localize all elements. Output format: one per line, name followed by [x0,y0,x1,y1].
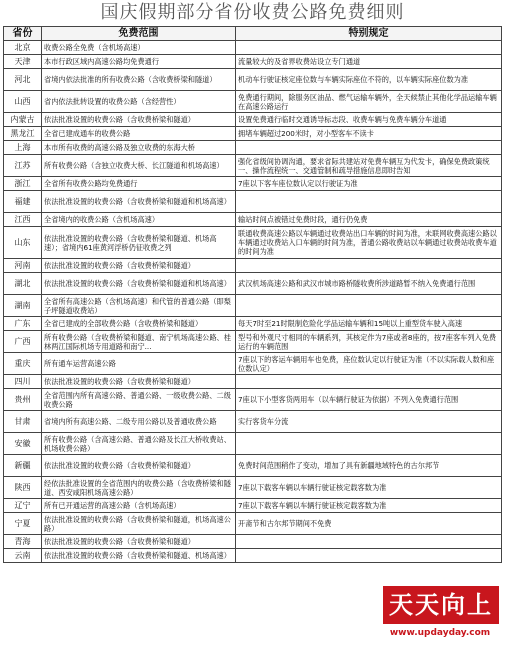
table-row [4,295,502,317]
free-range-cell: 所有通车运营高速公路 [42,353,236,375]
special-rules-cell: 7座以下载客车辆以车辆行驶证核定载客数为准 [236,499,502,513]
special-rules-cell: 7座以下载客车辆以车辆行驶证核定载客数为准 [236,477,502,499]
province-cell: 贵州 [4,389,42,411]
table-row [4,113,502,127]
special-rules-cell [236,295,502,317]
province-cell: 重庆 [4,353,42,375]
special-rules-cell: 7座以下的客运车辆用车也免费，座位数认定以行驶证为准（不以实际载人数和座位数认定） [236,353,502,375]
special-rules-cell [236,535,502,549]
special-rules-cell: 联通收费高速公路以车辆通过收费站出口车辆的时间为准，未联网收费高速公路以车辆通过收费站入口车辆的时间为准，普通公路收费站以车辆通过收费站收费车道的时间为准 [236,227,502,259]
province-cell: 广东 [4,317,42,331]
special-rules-cell [236,141,502,155]
special-rules-cell: 实行客货车分流 [236,411,502,433]
special-rules-cell [236,549,502,563]
free-range-cell: 依法批准设置的收费公路（含收费桥梁和隧道和机场高速） [42,273,236,295]
province-cell: 北京 [4,41,42,55]
special-rules-cell: 免费时间范围稍作了变动，增加了具有新疆地域特色的古尔邦节 [236,455,502,477]
special-rules-cell [236,259,502,273]
table-row [4,91,502,113]
free-range-cell: 本市行政区域内高速公路均免费通行 [42,55,236,69]
province-cell: 湖北 [4,273,42,295]
special-rules-cell: 流量较大的及省界收费站设立专门通道 [236,55,502,69]
special-rules-cell: 7座以下小型客货两用车（以车辆行驶证为依据）不列入免费通行范围 [236,389,502,411]
free-range-cell: 全省所有收费公路均免费通行 [42,177,236,191]
province-cell: 山西 [4,91,42,113]
free-range-cell: 全省已建成通车的收费公路 [42,127,236,141]
special-rules-cell: 机动车行驶证核定座位数与车辆实际座位不符的，以车辆实际座位数为准 [236,69,502,91]
free-range-cell: 依法批准设置的收费公路（含收费桥梁和隧道） [42,535,236,549]
province-cell: 天津 [4,55,42,69]
province-cell: 上海 [4,141,42,155]
province-cell: 云南 [4,549,42,563]
table-header-row [4,27,502,41]
special-rules-cell: 输站时间点被错过免费时段，通行仍免费 [236,213,502,227]
table-row [4,41,502,55]
table-row [4,273,502,295]
free-range-cell: 依法批准设置的收费公路（含收费桥梁和隧道，机场高速公路） [42,513,236,535]
province-cell: 广西 [4,331,42,353]
header-province: 省份 [4,27,42,41]
special-rules-cell: 免费通行期间，除服务区油品、燃气运输车辆外，全天候禁止其他化学品运输车辆在高速公路运行 [236,91,502,113]
province-cell: 陕西 [4,477,42,499]
free-range-cell: 省内依法批转设置的收费公路（含经营性） [42,91,236,113]
province-cell: 福建 [4,191,42,213]
table-row [4,55,502,69]
table-row [4,477,502,499]
special-rules-cell: 武汉机场高速公路和武汉市城市路桥隧收费所涉道路暂不纳入免费通行范围 [236,273,502,295]
watermark-logo [378,582,503,650]
province-cell: 宁夏 [4,513,42,535]
free-range-cell: 全省范围内所有高速公路、普通公路、一级收费公路、二级收费公路 [42,389,236,411]
table-row [4,317,502,331]
table-row [4,411,502,433]
header-free-range: 免费范围 [42,27,236,41]
free-range-cell: 省境内所有高速公路、二级专用公路以及普通收费公路 [42,411,236,433]
free-range-cell: 收费公路全免费（含机场高速） [42,41,236,55]
province-cell: 内蒙古 [4,113,42,127]
free-range-cell: 经依法批准设置的全省范围内的收费公路（含收费桥梁和隧道、西安咸阳机场高速公路） [42,477,236,499]
free-range-cell: 依法批准设置的收费公路（含收费桥梁和隧道） [42,455,236,477]
free-range-cell: 所有收费公路（含独立收费大桥、长江隧道和机场高速） [42,155,236,177]
table-row [4,535,502,549]
table-row [4,213,502,227]
special-rules-cell [236,41,502,55]
free-range-cell: 本市所有收费的高速公路及独立收费的东海大桥 [42,141,236,155]
province-cell: 浙江 [4,177,42,191]
special-rules-cell [236,191,502,213]
table-row [4,375,502,389]
table-row [4,69,502,91]
province-cell: 江西 [4,213,42,227]
free-range-cell: 依法批准设置的收费公路（含收费桥梁和隧道、机场高速）；省境内61座黄河浮桥仍征收费之列 [42,227,236,259]
table-row [4,513,502,535]
province-cell: 新疆 [4,455,42,477]
free-range-cell: 所有收费公路（含收费桥梁和隧道、南宁机场高速公路、桂林两江国际机场专用道路和南宁... [42,331,236,353]
special-rules-cell: 型号和外观尺寸相同的车辆系列，其核定作为7座或者8座的，按7座客车列入免费运行的车辆范围 [236,331,502,353]
special-rules-cell: 每天7时至21时限制危险化学品运输车辆和15吨以上重型货车驶入高速 [236,317,502,331]
province-cell: 甘肃 [4,411,42,433]
table-row [4,331,502,353]
free-range-cell: 依法批准设置的收费公路（含收费桥梁和隧道） [42,259,236,273]
special-rules-cell: 设置免费通行临时交通诱导标志段、收费车辆与免费车辆分车道通 [236,113,502,127]
province-cell: 辽宁 [4,499,42,513]
free-range-cell: 全省所有高速公路（含机场高速）和代管的普通公路（即梨子坪隧道收费站） [42,295,236,317]
province-cell: 四川 [4,375,42,389]
toll-free-table [3,26,502,563]
free-range-cell: 依法批准设置的收费公路（含收费桥梁和隧道） [42,375,236,389]
province-cell: 湖南 [4,295,42,317]
free-range-cell: 所有收费公路（含高速公路、普通公路及长江大桥收费站、机场收费公路） [42,433,236,455]
free-range-cell: 所有已开通运营的高速公路（含机场高速） [42,499,236,513]
table-row [4,177,502,191]
table-row [4,455,502,477]
province-cell: 河北 [4,69,42,91]
special-rules-cell: 开斋节和古尔邦节期间不免费 [236,513,502,535]
province-cell: 江苏 [4,155,42,177]
special-rules-cell: 拥堵车辆超过200米时，对小型客车不读卡 [236,127,502,141]
special-rules-cell: 强化省级间协调沟通，要求省际共建站对免费车辆互为代发卡，确保免费政策统一、操作流程统一、交通管制和疏导措施信息即时告知 [236,155,502,177]
free-range-cell: 全省境内的收费公路（含机场高速） [42,213,236,227]
table-row [4,141,502,155]
page-title: 国庆假期部分省份收费公路免费细则 [100,2,405,23]
province-cell: 河南 [4,259,42,273]
special-rules-cell: 7座以下客车座位数认定以行驶证为准 [236,177,502,191]
table-row [4,259,502,273]
province-cell: 黑龙江 [4,127,42,141]
header-special-rules: 特别规定 [236,27,502,41]
table-row [4,227,502,259]
table-row [4,549,502,563]
province-cell: 安徽 [4,433,42,455]
table-row [4,389,502,411]
free-range-cell: 省境内依法批准的所有收费公路（含收费桥梁和隧道） [42,69,236,91]
table-row [4,127,502,141]
province-cell: 山东 [4,227,42,259]
free-range-cell: 依法批准设置的收费公路（含收费桥梁和隧道、机场高速） [42,549,236,563]
table-row [4,353,502,375]
special-rules-cell [236,433,502,455]
logo-url: www.updayday.com [389,628,491,638]
province-cell: 青海 [4,535,42,549]
free-range-cell: 依法批准设置的收费公路（含收费桥梁和隧道和机场高速） [42,191,236,213]
table-row [4,499,502,513]
table-row [4,155,502,177]
table-row [4,433,502,455]
special-rules-cell [236,375,502,389]
free-range-cell: 依法批准设置的收费公路（含收费桥梁和隧道） [42,113,236,127]
logo-text: 天天向上 [383,586,499,624]
free-range-cell: 全省已建成的全部收费公路（含收费桥梁和隧道） [42,317,236,331]
table-row [4,191,502,213]
